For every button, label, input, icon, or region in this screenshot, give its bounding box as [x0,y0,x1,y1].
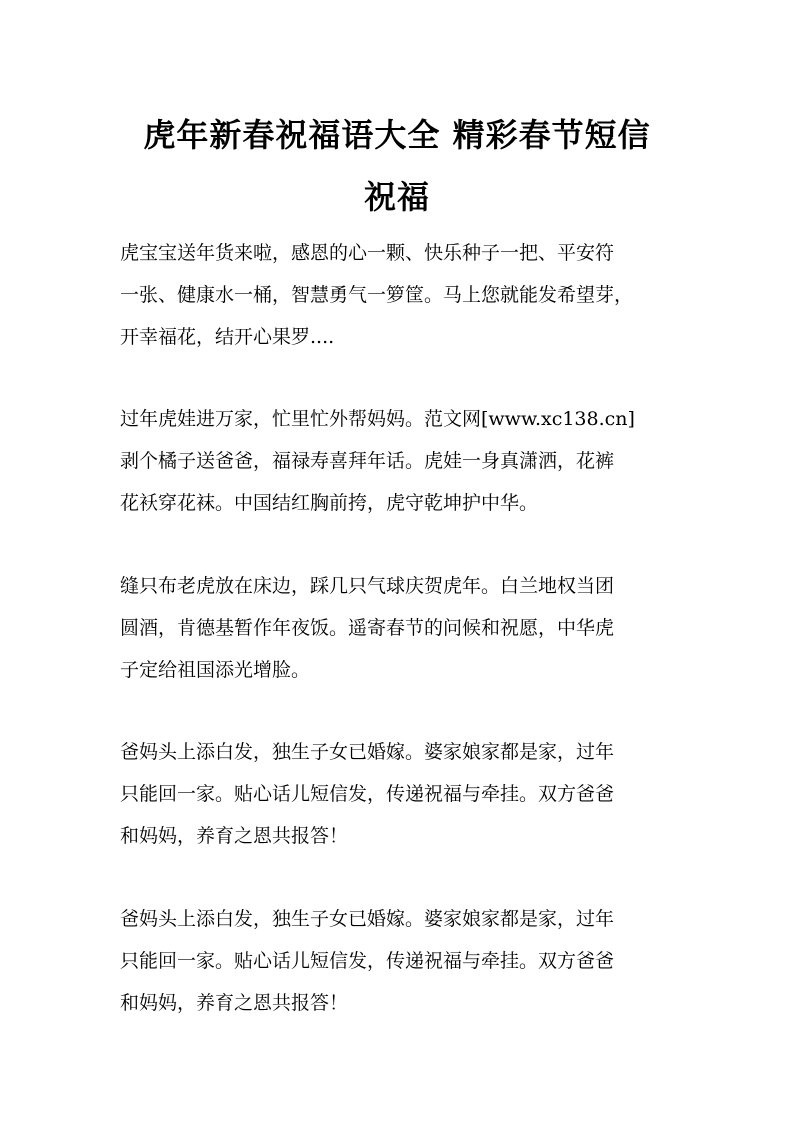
title-line: 祝福 [363,178,430,216]
paragraph-line: 和妈妈，养育之恩共报答！ [120,992,349,1014]
paragraph-line: 开幸福花，结开心果罗.... [120,326,335,348]
paragraph-line: 缝只布老虎放在床边，踩几只气球庆贺虎年。白兰地权当团 [120,575,615,597]
greeting-paragraph [120,731,680,857]
paragraph-line: 子定给祖国添光增脸。 [120,659,311,681]
paragraph-line: 和妈妈，养育之恩共报答！ [120,825,349,847]
greeting-paragraph [120,232,680,358]
paragraph-line: 只能回一家。贴心话儿短信发，传递祝福与牵挂。双方爸爸 [120,783,615,805]
paragraph-line: 剥个橘子送爸爸，福禄寿喜拜年话。虎娃一身真潇洒，花裤 [120,450,615,472]
greeting-paragraph [120,398,680,524]
paragraph-line: 花袄穿花袜。中国结红胸前挎，虎守乾坤护中华。 [120,492,539,514]
document-title [110,104,684,228]
greeting-paragraph [120,565,680,691]
paragraph-line: 过年虎娃进万家，忙里忙外帮妈妈。范文网[www.xc138.cn] [120,408,635,430]
title-line: 虎年新春祝福语大全 精彩春节短信 [143,116,651,154]
paragraph-line: 虎宝宝送年货来啦，感恩的心一颗、快乐种子一把、平安符 [120,242,615,264]
paragraph-line: 爸妈头上添白发，独生子女已婚嫁。婆家娘家都是家，过年 [120,741,615,763]
paragraph-line: 圆酒，肯德基暂作年夜饭。遥寄春节的问候和祝愿，中华虎 [120,617,615,639]
paragraph-line: 爸妈头上添白发，独生子女已婚嫁。婆家娘家都是家，过年 [120,908,615,930]
paragraph-line: 一张、健康水一桶，智慧勇气一箩筐。马上您就能发希望芽， [120,284,634,306]
paragraph-line: 只能回一家。贴心话儿短信发，传递祝福与牵挂。双方爸爸 [120,950,615,972]
greeting-paragraph [120,898,680,1024]
